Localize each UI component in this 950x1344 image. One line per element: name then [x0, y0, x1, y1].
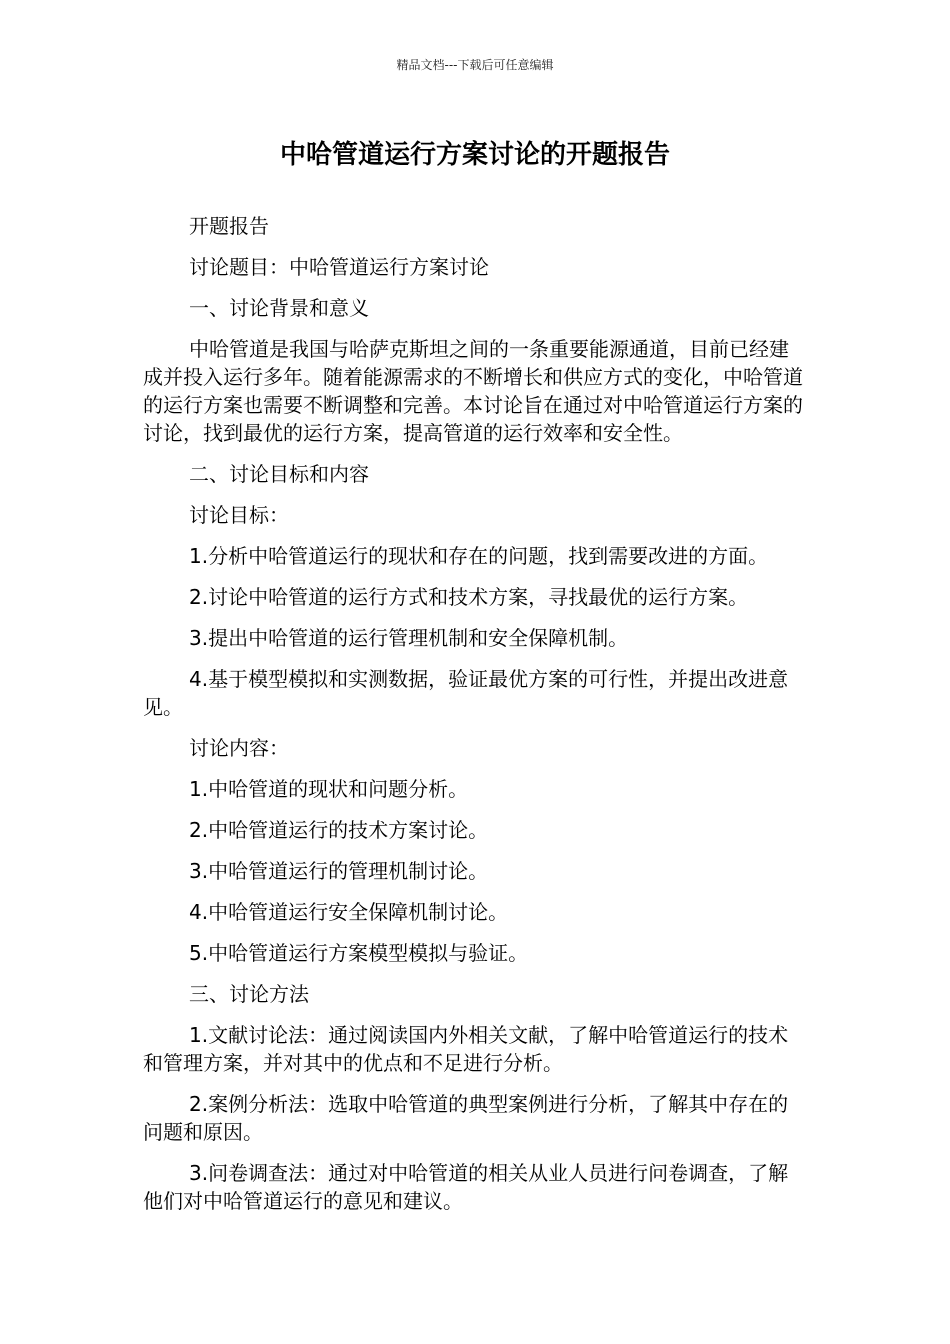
header-note: 精品文档---下载后可任意编辑	[396, 58, 554, 72]
section-heading-methods: 三、讨论方法	[189, 982, 309, 1006]
method-item: 2.案例分析法：选取中哈管道的典型案例进行分析，了解其中存在的问题和原因。	[143, 1092, 789, 1144]
goal-item: 4.基于模型模拟和实测数据，验证最优方案的可行性，并提出改进意见。	[143, 667, 789, 719]
content-item: 5.中哈管道运行方案模型模拟与验证。	[189, 941, 529, 965]
paragraph-topic: 讨论题目：中哈管道运行方案讨论	[189, 255, 489, 279]
subheading-content: 讨论内容：	[189, 736, 289, 760]
method-item: 3.问卷调查法：通过对中哈管道的相关从业人员进行问卷调查，了解他们对中哈管道运行的意见和建议。	[143, 1161, 789, 1213]
section-heading-goals: 二、讨论目标和内容	[189, 462, 369, 486]
method-item: 1.文献讨论法：通过阅读国内外相关文献，了解中哈管道运行的技术和管理方案，并对其中的优点和不足进行分析。	[143, 1023, 789, 1075]
section-heading-background: 一、讨论背景和意义	[189, 296, 369, 320]
content-item: 1.中哈管道的现状和问题分析。	[189, 777, 469, 801]
content-item: 2.中哈管道运行的技术方案讨论。	[189, 818, 489, 842]
document-body	[143, 212, 805, 1228]
subheading-goals: 讨论目标：	[189, 503, 289, 527]
paragraph-report-label: 开题报告	[189, 214, 269, 238]
paragraph-background: 中哈管道是我国与哈萨克斯坦之间的一条重要能源通道，目前已经建成并投入运行多年。随着能源需求的不断增长和供应方式的变化，中哈管道的运行方案也需要不断调整和完善。本讨论旨在通过对中哈管道运行方案的讨论，找到最优的运行方案，提高管道的运行效率和安全性。	[143, 337, 803, 445]
goal-item: 2.讨论中哈管道的运行方式和技术方案，寻找最优的运行方案。	[189, 585, 749, 609]
content-item: 4.中哈管道运行安全保障机制讨论。	[189, 900, 509, 924]
document-title: 中哈管道运行方案讨论的开题报告	[279, 140, 670, 170]
goal-item: 1.分析中哈管道运行的现状和存在的问题，找到需要改进的方面。	[189, 544, 769, 568]
goal-item: 3.提出中哈管道的运行管理机制和安全保障机制。	[189, 626, 629, 650]
content-item: 3.中哈管道运行的管理机制讨论。	[189, 859, 489, 883]
